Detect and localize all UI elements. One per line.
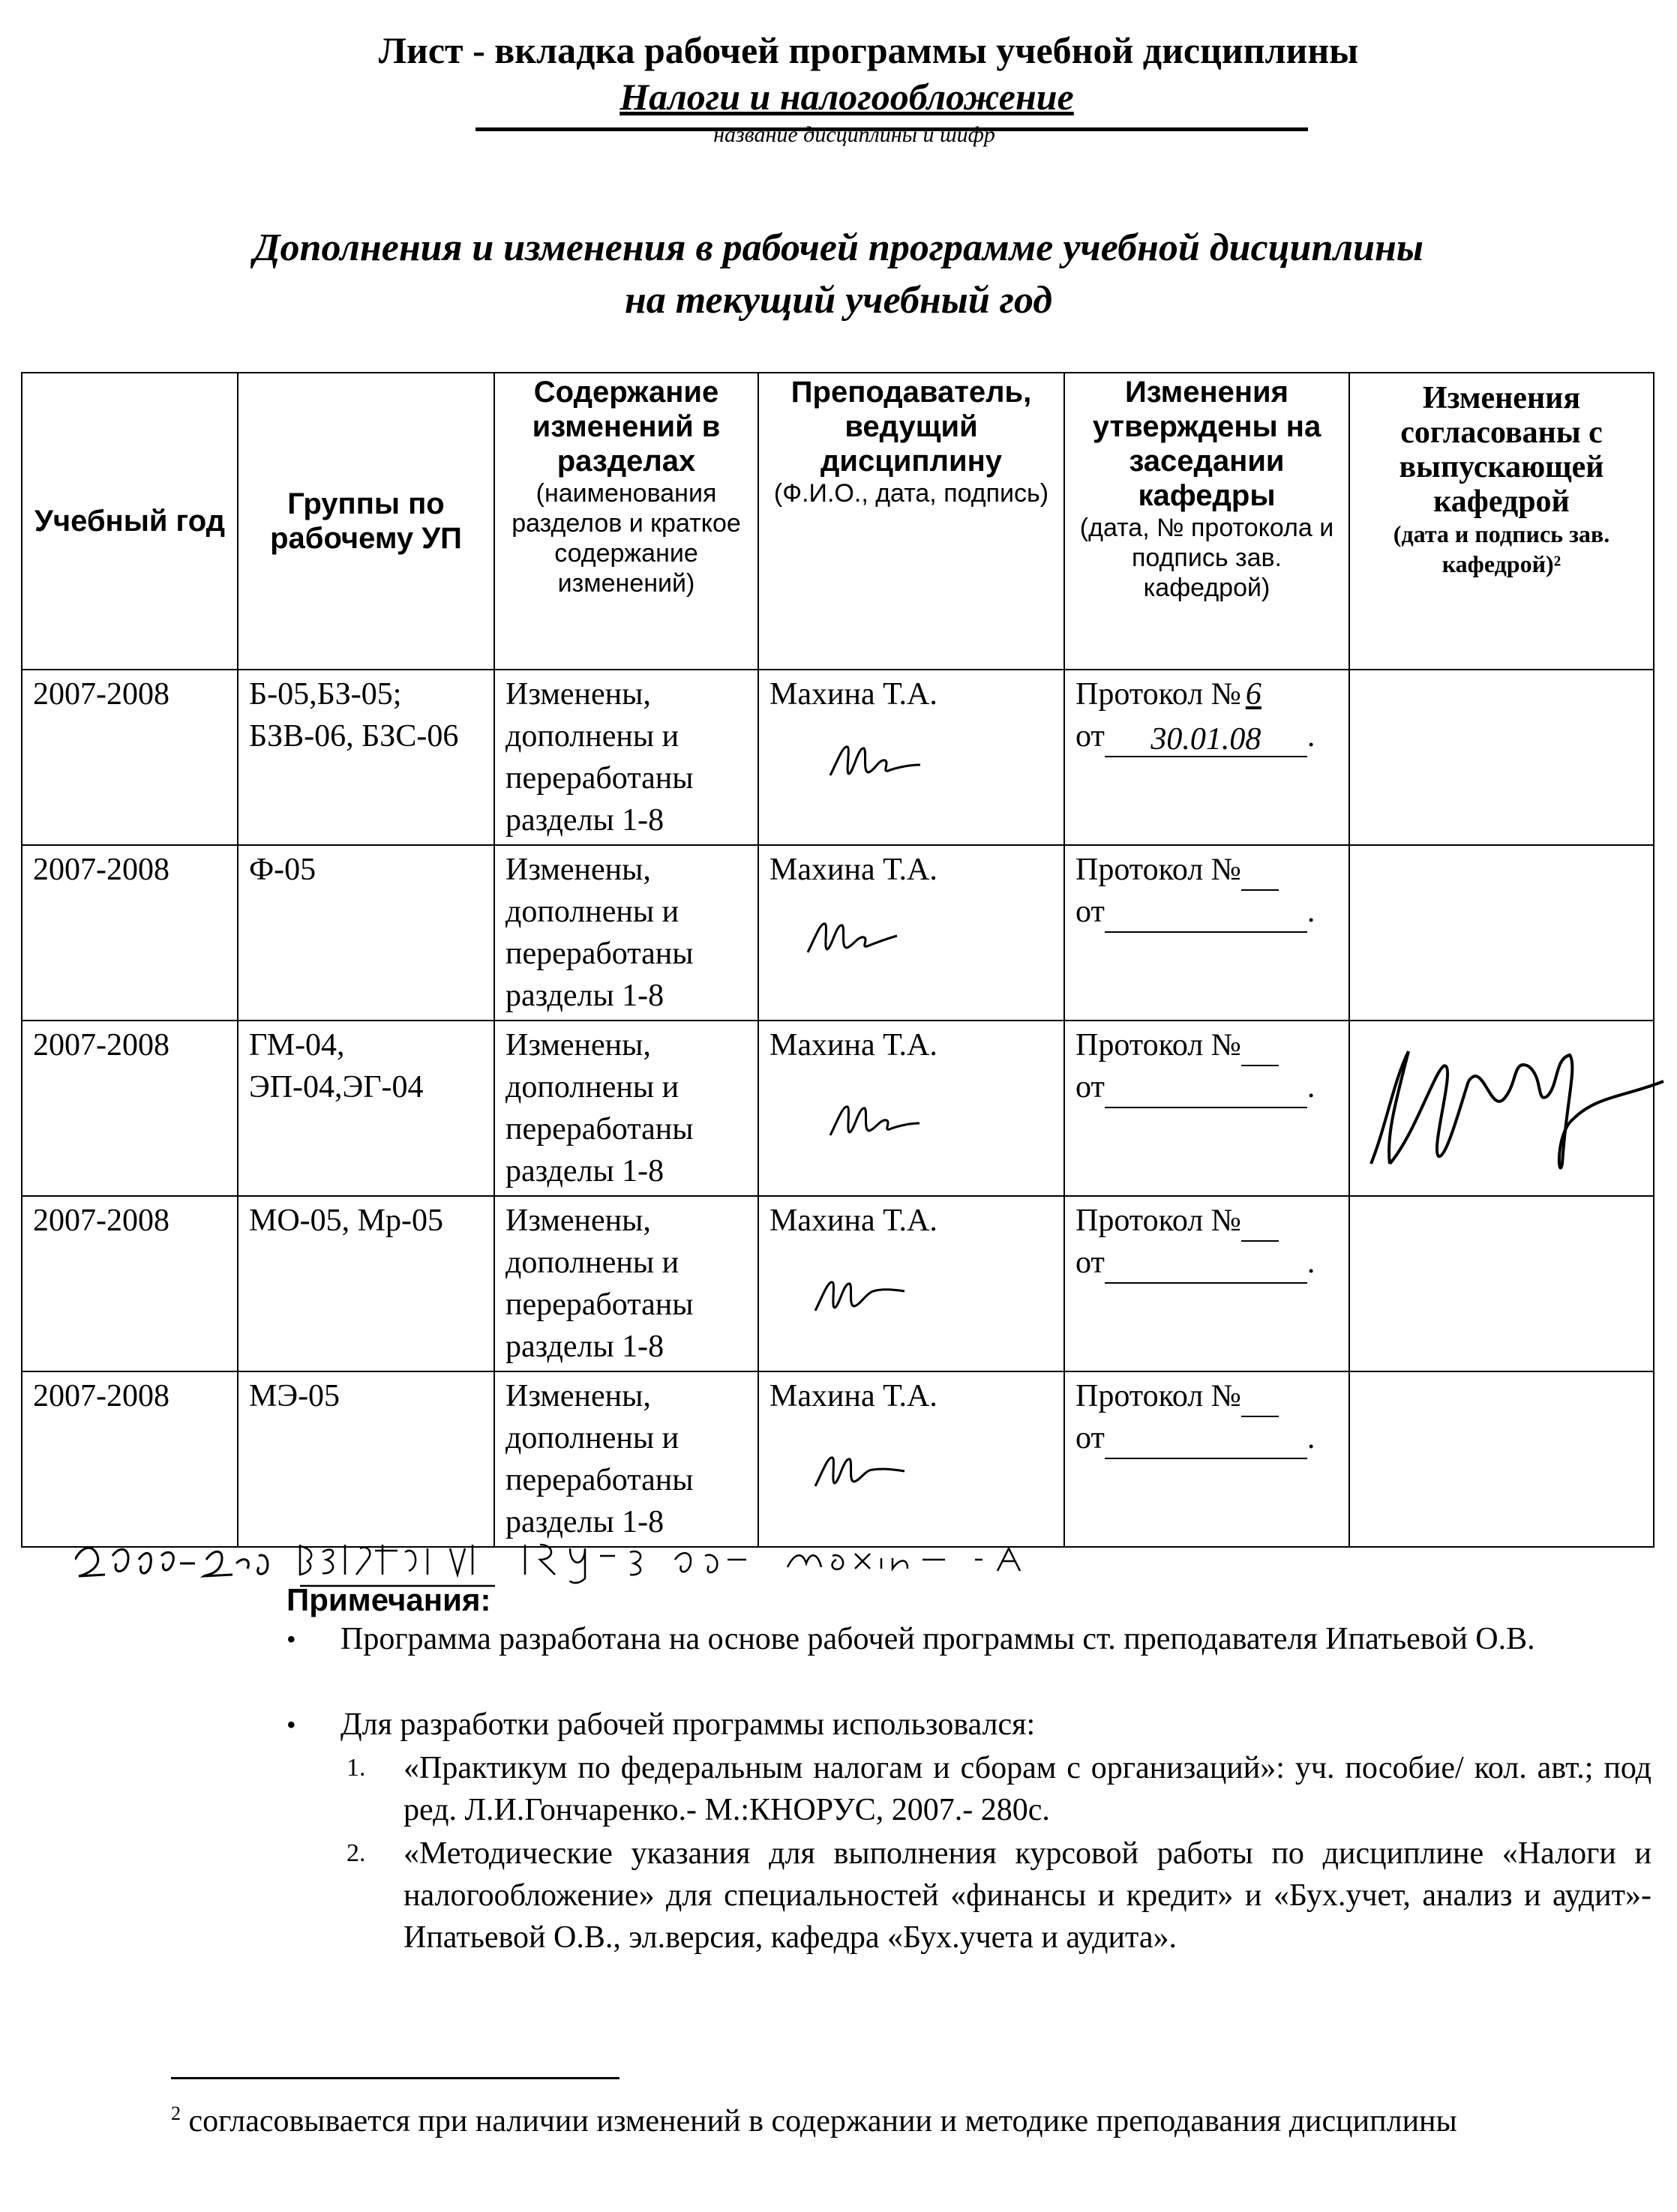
header-approved: Изменения утверждены на заседании кафедры (дата, № протокола и подпись зав. кафедрой) (1064, 373, 1349, 670)
cell-content: Изменены, дополнены и переработаны разделы 1-8 (494, 1371, 758, 1547)
cell-content: Изменены, дополнены и переработаны разделы 1-8 (494, 1021, 758, 1196)
teacher-name: Махина Т.А. (770, 853, 938, 887)
cell-groups: ГМ-04, ЭП-04,ЭГ-04 (238, 1021, 494, 1196)
cell-teacher (758, 845, 1064, 1021)
bullet-dot-icon: • (286, 1710, 296, 1740)
bullet-dot-icon: • (286, 1624, 296, 1654)
notes-numbered-item: 2. «Методические указания для выполнения курсовой работы по дисциплине «Налоги и налогообложение» для специальностей «финансы и кредит» и «Бух.учет, анализ и аудит»- Ипатьевой О.В., эл.версия, кафедра «Бух.учета и аудита». (346, 1833, 1652, 1959)
table-row (22, 1196, 1654, 1371)
notes-bullet: • Для разработки рабочей программы использовался: (286, 1704, 1652, 1746)
cell-groups: Б-05,БЗ-05; БЗВ-06, БЗС-06 (238, 670, 494, 845)
teacher-name: Махина Т.А. (770, 677, 938, 712)
teacher-name: Махина Т.А. (770, 1379, 938, 1413)
teacher-signature (826, 738, 924, 783)
cell-teacher (758, 1196, 1064, 1371)
cell-groups: Ф-05 (238, 845, 494, 1021)
table-row (22, 670, 1654, 845)
notes-bullet: • Программа разработана на основе рабочей программы ст. преподавателя Ипатьевой О.В. (286, 1618, 1652, 1660)
subtitle-line-1: Дополнения и изменения в рабочей программе учебной дисциплины (254, 226, 1424, 269)
table-header-row (22, 373, 1654, 670)
discipline-name: Налоги и налогообложение (620, 76, 1074, 118)
footnote (171, 2092, 1596, 2143)
cell-teacher (758, 1371, 1064, 1547)
footnote-text: согласовывается при наличии изменений в содержании и методике преподавания дисциплины (181, 2104, 1457, 2139)
notes-numbered-item: 1. «Практикум по федеральным налогам и сборам с организаций»: уч. пособие/ кол. авт.; под ред. Л.И.Гончаренко.- М.:КНОРУС, 2007.- 280с. (346, 1747, 1652, 1831)
cell-teacher (758, 1021, 1064, 1196)
cell-year: 2007-2008 (22, 845, 238, 1021)
sheet-title: Лист - вкладка рабочей программы учебной дисциплины (378, 29, 1359, 71)
table-row (22, 1021, 1654, 1196)
cell-year: 2007-2008 (22, 1196, 238, 1371)
cell-teacher (758, 670, 1064, 845)
cell-content: Изменены, дополнены и переработаны разделы 1-8 (494, 670, 758, 845)
cell-content: Изменены, дополнены и переработаны разделы 1-8 (494, 1196, 758, 1371)
header-teacher: Преподаватель, ведущий дисциплину (Ф.И.О., дата, подпись) (758, 373, 1064, 670)
teacher-name: Махина Т.А. (770, 1028, 938, 1063)
teacher-signature (826, 1096, 924, 1141)
header-content: Содержание изменений в разделах (наименования разделов и краткое содержание изменений) (494, 373, 758, 670)
cell-agreed (1349, 670, 1654, 845)
cell-year: 2007-2008 (22, 670, 238, 845)
cell-protocol: Протокол № от . (1064, 845, 1349, 1021)
changes-subtitle (0, 222, 1677, 327)
handwritten-note (75, 1522, 1050, 1590)
cell-year: 2007-2008 (22, 1371, 238, 1547)
cell-agreed (1349, 1021, 1654, 1196)
cell-agreed (1349, 1371, 1654, 1547)
cell-content: Изменены, дополнены и переработаны разделы 1-8 (494, 845, 758, 1021)
teacher-signature (812, 1272, 909, 1317)
cell-groups: МЭ-05 (238, 1371, 494, 1547)
cell-protocol: Протокол № от . (1064, 1196, 1349, 1371)
changes-table (21, 372, 1654, 1548)
cell-protocol: Протокол № 6 от 30.01.08 . (1064, 670, 1349, 845)
teacher-signature (812, 1447, 909, 1492)
notes-title: Примечания: (286, 1582, 491, 1617)
handwritten-note-text: 2008-2009 Б,БЗ,БЗВ,С,Ф,МЭ ГМ,ЭП,ЭГ,МО,Мр без изм. Махина Т.А (75, 1522, 98, 1523)
cell-groups: МО-05, Мр-05 (238, 1196, 494, 1371)
agreed-signature (1356, 1014, 1671, 1186)
header-agreed: Изменения согласованы с выпускающей кафедрой (дата и подпись зав. кафедрой)² (1349, 373, 1654, 670)
table-row (22, 845, 1654, 1021)
teacher-signature (804, 913, 902, 958)
cell-protocol: Протокол № от . (1064, 1021, 1349, 1196)
cell-protocol: Протокол № от . (1064, 1371, 1349, 1547)
item-number: 2. (346, 1839, 366, 1867)
header-groups: Группы по рабочему УП (238, 373, 494, 670)
teacher-name: Махина Т.А. (770, 1203, 938, 1238)
cell-agreed (1349, 845, 1654, 1021)
footnote-mark: 2 (171, 2103, 181, 2124)
header-year: Учебный год (22, 373, 238, 670)
footnote-separator (171, 2077, 620, 2079)
subtitle-line-2: на текущий учебный год (624, 279, 1053, 322)
cell-year: 2007-2008 (22, 1021, 238, 1196)
discipline-caption: название дисциплины и шифр (713, 122, 995, 147)
table-row (22, 1371, 1654, 1547)
item-number: 1. (346, 1754, 366, 1782)
cell-agreed (1349, 1196, 1654, 1371)
